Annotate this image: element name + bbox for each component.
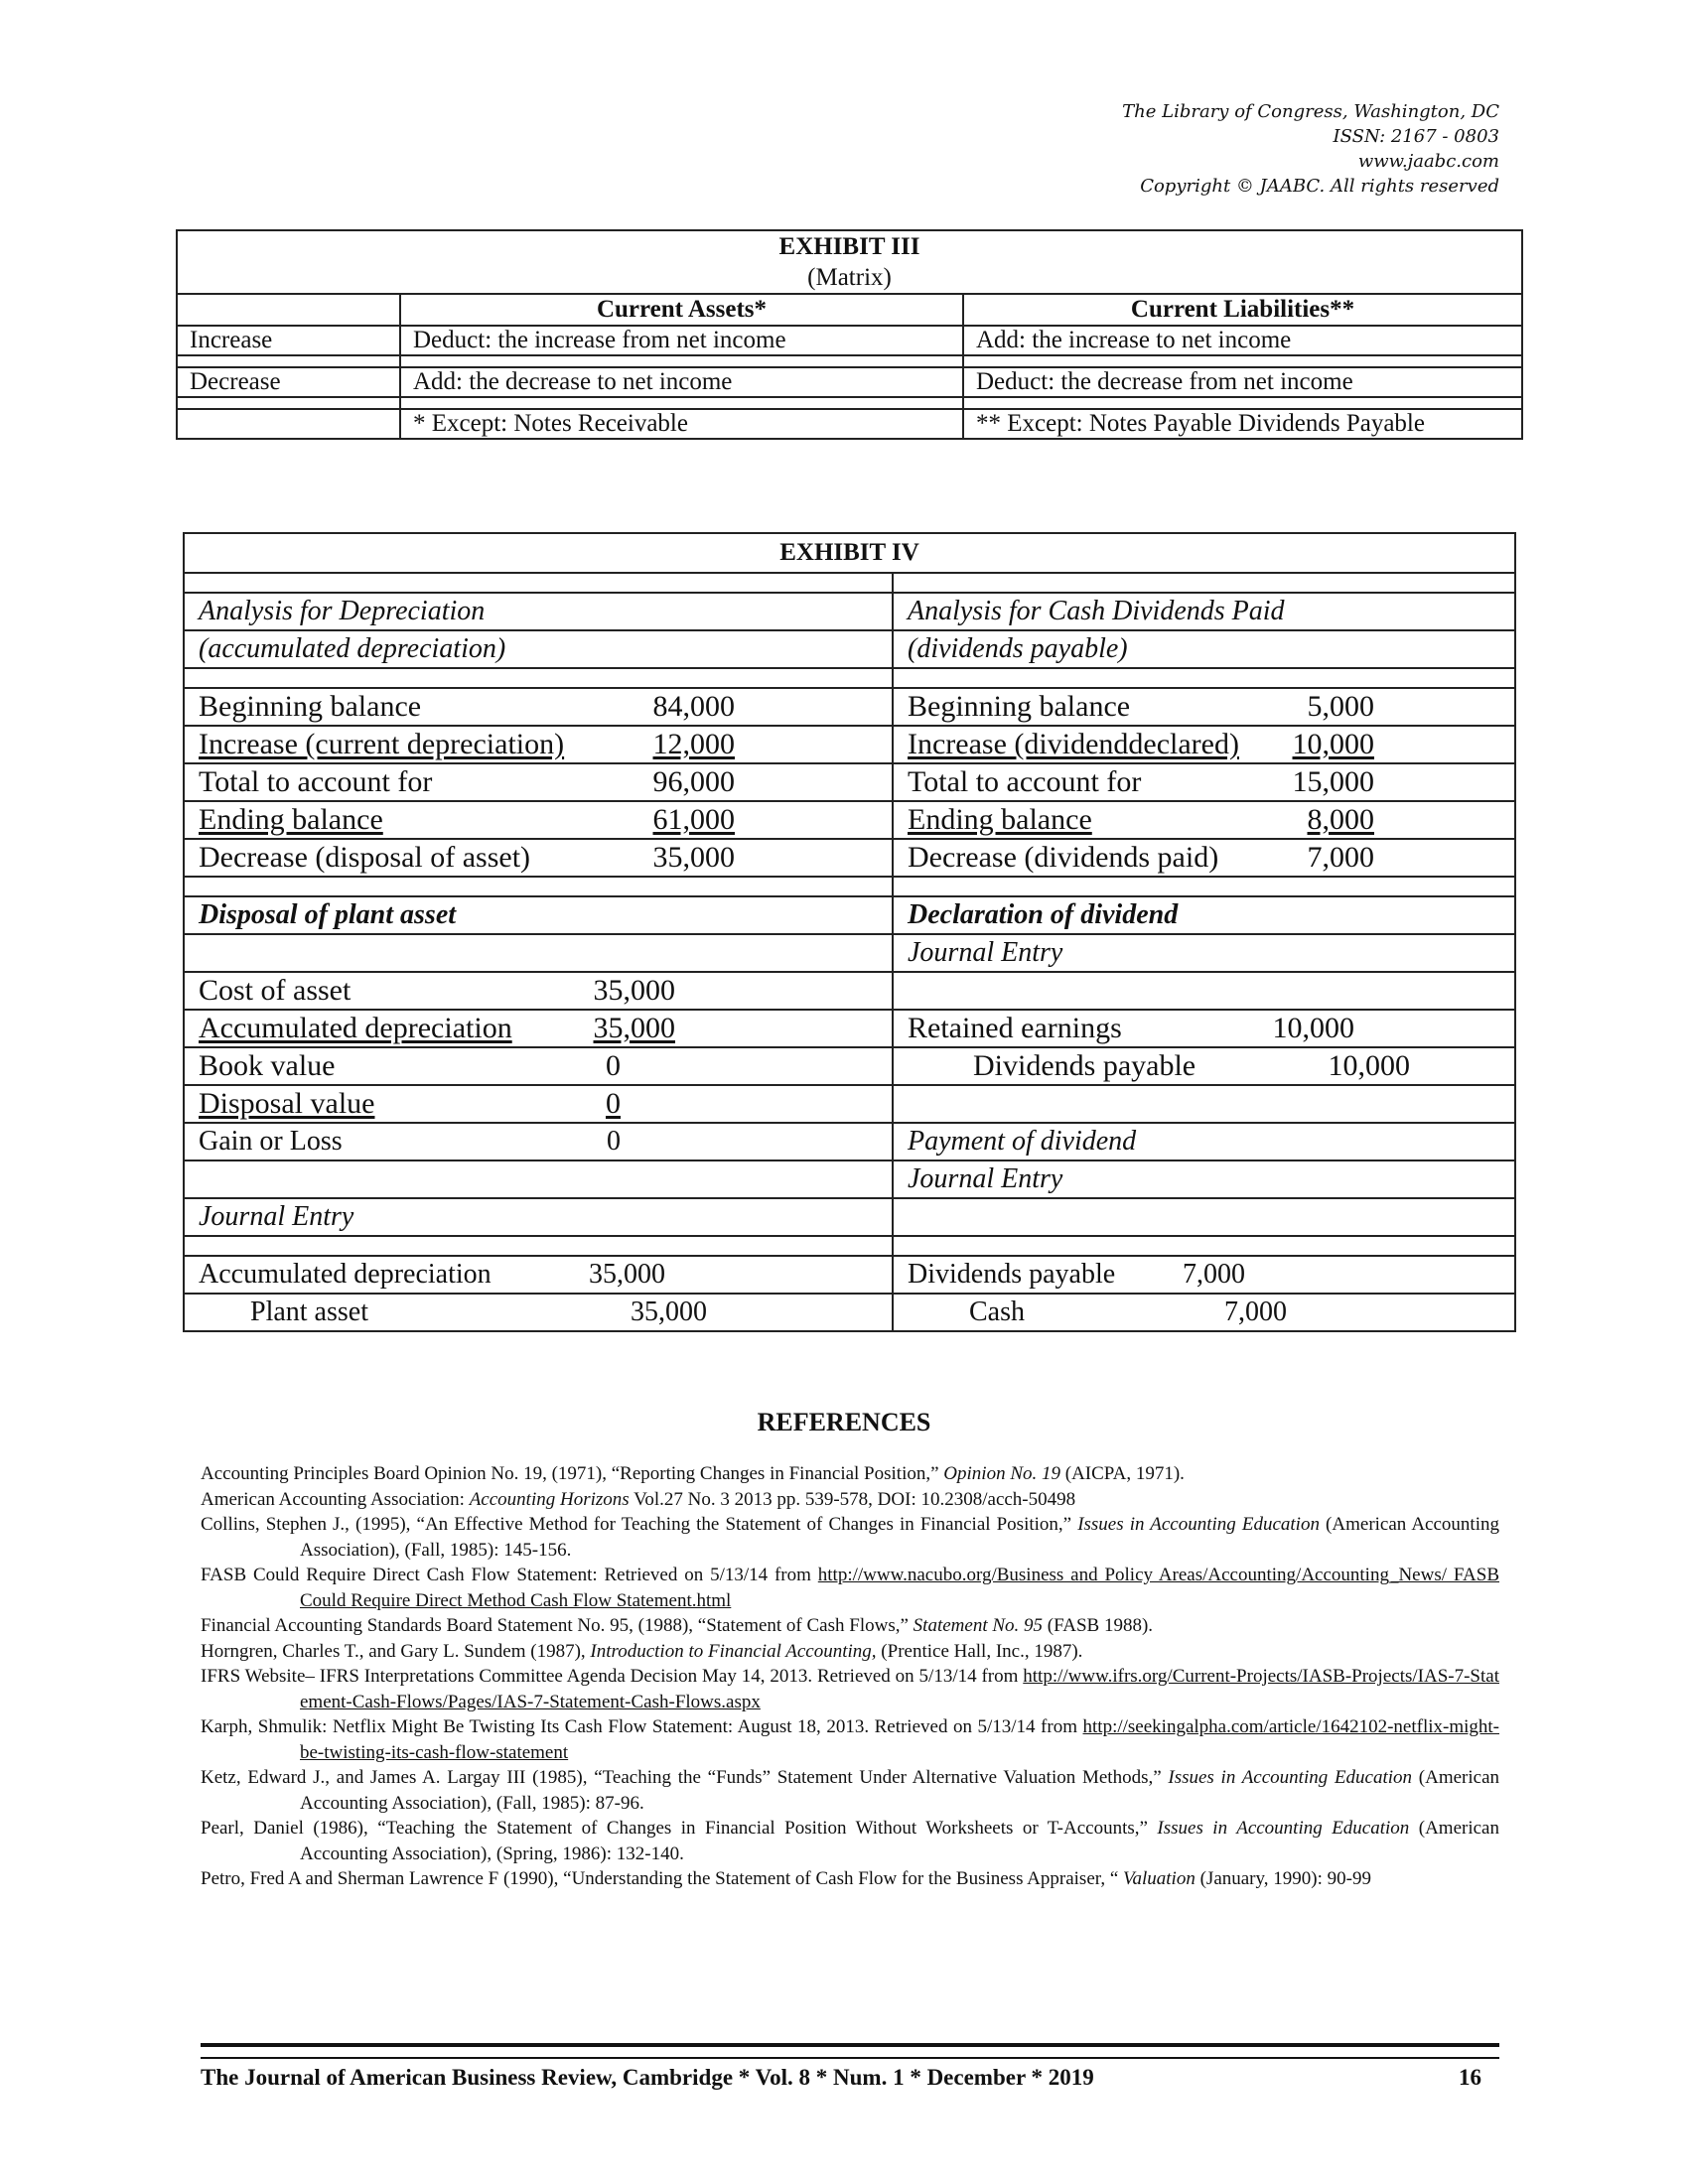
reference-item: Ketz, Edward J., and James A. Largay III (1985), “Teaching the “Funds” Statement Under Alternative Valuation Methods,” Issues in Accounting Education (American Accounting Association), (Fall, 1985): 87-96.: [201, 1767, 1500, 1814]
exhibit-3-except-liabilities: ** Except: Notes Payable Dividends Payable: [963, 409, 1522, 439]
payment-entry-credit: Cash 7,000: [893, 1294, 1515, 1331]
reference-item: FASB Could Require Direct Cash Flow Statement: Retrieved on 5/13/14 from http://www.nacubo.org/Business and Policy Areas/Accounting/Accounting_News/ FASB Could Require Direct Method Cash Flow Statement.html: [201, 1565, 1499, 1611]
div-row: Ending balance 8,000: [893, 801, 1515, 839]
dividends-subheading: (dividends payable): [893, 630, 1515, 668]
reference-link[interactable]: http://seekingalpha.com/article/1642102-netflix-might-be-twisting-its-cash-flow-statement: [300, 1716, 1499, 1763]
reference-item: Financial Accounting Standards Board Statement No. 95, (1988), “Statement of Cash Flows,” Statement No. 95 (FASB 1988).: [201, 1615, 1154, 1636]
exhibit-4-table: [183, 532, 1516, 1332]
reference-item: Horngren, Charles T., and Gary L. Sundem (1987), Introduction to Financial Accounting, (Prentice Hall, Inc., 1987).: [201, 1640, 1083, 1662]
exhibit-3-increase-label: Increase: [177, 326, 400, 355]
exhibit-4-title: EXHIBIT IV: [184, 533, 1515, 573]
exhibit-3-decrease-liabilities: Deduct: the decrease from net income: [963, 367, 1522, 397]
exhibit-3-subtitle: (Matrix): [177, 263, 1522, 294]
disposal-heading: Disposal of plant asset: [184, 896, 893, 934]
reference-item: Karph, Shmulik: Netflix Might Be Twisting Its Cash Flow Statement: August 18, 2013. Retrieved on 5/13/14 from http://seekingalpha.com/article/1642102-netflix-might-be-twisting-its-cash-flow-statement: [201, 1716, 1499, 1763]
payment-heading: Payment of dividend: [893, 1123, 1515, 1160]
reference-item: IFRS Website– IFRS Interpretations Committee Agenda Decision May 14, 2013. Retrieved on 5/13/14 from http://www.ifrs.org/Current-Projects/IASB-Projects/IAS-7-Statement-Cash-Flows/Pages/IAS-7-Statement-Cash-Flows.aspx: [201, 1666, 1499, 1712]
exhibit-3-except-assets: * Except: Notes Receivable: [400, 409, 963, 439]
reference-link[interactable]: http://www.nacubo.org/Business and Policy Areas/Accounting/Accounting_News/ FASB Could Require Direct Method Cash Flow Statement.html: [300, 1565, 1499, 1611]
reference-item: Accounting Principles Board Opinion No. 19, (1971), “Reporting Changes in Financial Position,” Opinion No. 19 (AICPA, 1971).: [201, 1463, 1185, 1484]
exhibit-3-decrease-assets: Add: the decrease to net income: [400, 367, 963, 397]
declaration-heading: Declaration of dividend: [893, 896, 1515, 934]
exhibit-3-increase-assets: Deduct: the increase from net income: [400, 326, 963, 355]
disposal-entry-debit: Accumulated depreciation 35,000: [184, 1256, 893, 1294]
dividends-heading: Analysis for Cash Dividends Paid: [893, 593, 1515, 630]
depr-row: Increase (current depreciation) 12,000: [184, 726, 893, 763]
declaration-debit: Retained earnings 10,000: [893, 1010, 1515, 1047]
disposal-journal-label: Journal Entry: [184, 1198, 893, 1236]
header-copyright: Copyright © JAABC. All rights reserved: [1140, 176, 1499, 197]
exhibit-3-title: EXHIBIT III: [177, 230, 1522, 263]
reference-link[interactable]: http://www.ifrs.org/Current-Projects/IASB-Projects/IAS-7-Statement-Cash-Flows/Pages/IAS-7-Statement-Cash-Flows.aspx: [300, 1666, 1499, 1712]
depr-row: Beginning balance 84,000: [184, 688, 893, 726]
disposal-entry-credit: Plant asset 35,000: [184, 1294, 893, 1331]
reference-item: American Accounting Association: Accounting Horizons Vol.27 No. 3 2013 pp. 539-578, DOI: 10.2308/acch-50498: [201, 1488, 1076, 1510]
header-website: www.jaabc.com: [1357, 151, 1499, 172]
depr-row: Decrease (disposal of asset) 35,000: [184, 839, 893, 877]
disposal-row: Book value 0: [184, 1047, 893, 1085]
depreciation-heading: Analysis for Depreciation: [184, 593, 893, 630]
div-row: Decrease (dividends paid) 7,000: [893, 839, 1515, 877]
header-library: The Library of Congress, Washington, DC: [1122, 101, 1499, 122]
disposal-row: Cost of asset 35,000: [184, 972, 893, 1010]
reference-item: Collins, Stephen J., (1995), “An Effective Method for Teaching the Statement of Changes in Financial Position,” Issues in Accounting Education (American Accounting Association), (Fall, 1985): 145-156.: [201, 1514, 1499, 1561]
footer-rule: [201, 2043, 1499, 2059]
exhibit-3-col-liabilities: Current Liabilities**: [963, 294, 1522, 326]
running-header: [1122, 99, 1499, 199]
reference-item: Petro, Fred A and Sherman Lawrence F (1990), “Understanding the Statement of Cash Flow for the Business Appraiser, “ Valuation (January, 1990): 90-99: [201, 1868, 1371, 1889]
page-number: 16: [1459, 2065, 1481, 2090]
exhibit-3-col-assets: Current Assets*: [400, 294, 963, 326]
payment-entry-debit: Dividends payable 7,000: [893, 1256, 1515, 1294]
div-row: Total to account for 15,000: [893, 763, 1515, 801]
references-title: REFERENCES: [757, 1408, 931, 1436]
exhibit-3-corner: [177, 294, 400, 326]
declaration-credit: Dividends payable 10,000: [893, 1047, 1515, 1085]
disposal-row: Disposal value 0: [184, 1085, 893, 1123]
depr-row: Total to account for 96,000: [184, 763, 893, 801]
footer-journal: The Journal of American Business Review, Cambridge * Vol. 8 * Num. 1 * December * 2019: [201, 2065, 1094, 2090]
declaration-journal-label: Journal Entry: [893, 934, 1515, 972]
div-row: Increase (dividenddeclared) 10,000: [893, 726, 1515, 763]
payment-journal-label: Journal Entry: [893, 1160, 1515, 1198]
div-row: Beginning balance 5,000: [893, 688, 1515, 726]
depr-row: Ending balance 61,000: [184, 801, 893, 839]
disposal-row: Gain or Loss 0: [184, 1123, 893, 1160]
reference-item: Pearl, Daniel (1986), “Teaching the Statement of Changes in Financial Position Without Worksheets or T-Accounts,” Issues in Accounting Education (American Accounting Association), (Spring, 1986): 132-140.: [201, 1818, 1499, 1864]
exhibit-3-table: [176, 229, 1523, 440]
references-list: [201, 1461, 1499, 1892]
disposal-row: Accumulated depreciation 35,000: [184, 1010, 893, 1047]
header-issn: ISSN: 2167 - 0803: [1333, 126, 1499, 147]
exhibit-3-decrease-label: Decrease: [177, 367, 400, 397]
exhibit-3-increase-liabilities: Add: the increase to net income: [963, 326, 1522, 355]
depreciation-subheading: (accumulated depreciation): [184, 630, 893, 668]
page-footer: [201, 2065, 1481, 2091]
